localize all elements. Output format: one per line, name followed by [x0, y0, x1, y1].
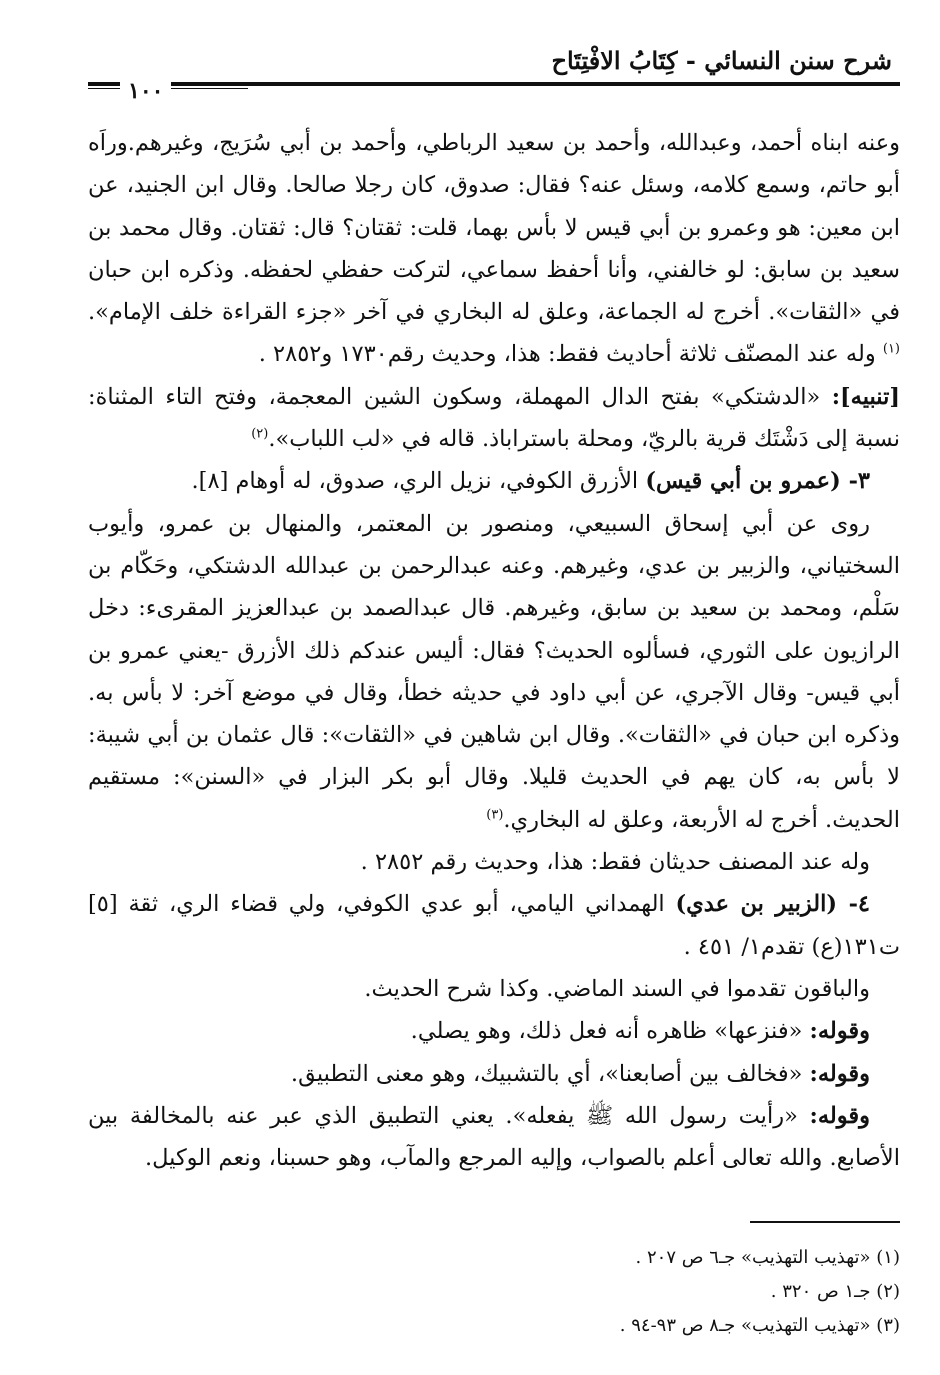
paragraph-text: «فخالف بين أصابعنا»، أي بالتشبيك، وهو معنى التطبيق. — [290, 1060, 810, 1087]
paragraph-narrators — [88, 122, 900, 376]
paragraph-hadith-count — [88, 841, 900, 883]
paragraph-commentary-3 — [88, 1095, 900, 1180]
narrator-name: (الزبير بن عدي) — [675, 891, 838, 918]
body-text — [88, 122, 900, 1179]
paragraph-narrator-3 — [88, 460, 900, 502]
paragraph-text: الهمداني اليامي، أبو عدي الكوفي، ولي قضاء الري، ثقة [٥] ت١٣١(ع) تقدم١/ ٤٥١ . — [88, 891, 900, 960]
footnote-1: (١) «تهذيب التهذيب» جـ٦ ص ٢٠٧ . — [635, 1247, 900, 1269]
paragraph-remaining — [88, 968, 900, 1010]
commentary-label: وقوله: — [809, 1018, 870, 1045]
paragraph-text: «رأيت رسول الله ﷺ يفعله». يعني التطبيق الذي عبر عنه بالمخالفة بين الأصابع. والله تعالى أعلم بالصواب، وإليه المرجع والمآب، وهو حسبنا، ونعم الوكيل. — [88, 1102, 900, 1172]
footnote-ref-3: (٣) — [486, 807, 504, 823]
paragraph-text: والباقون تقدموا في السند الماضي. وكذا شرح الحديث. — [364, 975, 870, 1002]
narrator-name: (عمرو بن أبي قيس) — [645, 468, 841, 495]
document-page — [88, 40, 900, 1343]
footnote-separator — [750, 1221, 900, 1223]
page-header — [88, 40, 900, 104]
paragraph-text-tail: وله عند المصنّف ثلاثة أحاديث فقط: هذا، وحديث رقم١٧٣٠ و٢٨٥٢ . — [258, 341, 883, 368]
running-title: شرح سنن النسائي - كِتَابُ الافْتِتَاح — [551, 46, 892, 75]
footnote-ref-2: (٢) — [251, 426, 269, 442]
footnote-3: (٣) «تهذيب التهذيب» جـ٨ ص ٩٣-٩٤ . — [619, 1315, 900, 1337]
entry-number: ٤- — [837, 891, 871, 918]
paragraph-text: روى عن أبي إسحاق السبيعي، ومنصور بن المعتمر، والمنهال بن عمرو، وأيوب السختياني، والزبير بن عدي، وغيرهم. وعنه عبدالرحمن بن عبدالله الدشتكي، وحَكّام بن سَلْم، ومحمد بن سعيد بن سابق، وغيرهم. قال عبدالصمد بن عبدالعزيز المقرىء: دخل الرازيون على الثوري، فسألوه الحديث؟ فقال: أليس عندكم ذلك الأزرق -يعني عمرو بن أبي قيس- وقال الآجري، عن أبي داود في حديثه خطأ، وقال في موضع آخر: لا بأس به. وذكره ابن حبان في «الثقات». وقال ابن شاهين في «الثقات»: قال عثمان بن أبي شيبة: لا بأس به، كان يهم في الحديث قليلا. وقال أبو بكر البزار في «السنن»: مستقيم الحديث. أخرج له الأربعة، وعلق له البخاري. — [88, 510, 900, 833]
paragraph-text: «الدشتكي» بفتح الدال المهملة، وسكون الشين المعجمة، وفتح التاء المثناة: نسبة إلى دَشْتَك قرية بالريّ، ومحلة باستراباذ. قاله في «لب اللباب». — [88, 383, 900, 453]
footnote-2: (٢) جـ١ ص ٣٢٠ . — [770, 1281, 900, 1303]
paragraph-narrator-4 — [88, 883, 900, 968]
note-label: [تنبيه]: — [831, 383, 900, 410]
paragraph-commentary-2 — [88, 1053, 900, 1095]
paragraph-text: «فنزعها» ظاهره أنه فعل ذلك، وهو يصلي. — [410, 1018, 810, 1045]
footnote-ref-1: (١) — [882, 341, 900, 357]
entry-number: ٣- — [840, 468, 870, 495]
paragraph-note — [88, 376, 900, 461]
commentary-label: وقوله: — [809, 1060, 870, 1087]
paragraph-text: وله عند المصنف حديثان فقط: هذا، وحديث رقم ٢٨٥٢ . — [360, 849, 870, 876]
commentary-label: وقوله: — [809, 1102, 870, 1129]
paragraph-text: وعنه ابناه أحمد، وعبدالله، وأحمد بن سعيد الرباطي، وأحمد بن أبي سُرَيج، وغيرهم.وراَه أبو حاتم، وسمع كلامه، وسئل عنه؟ فقال: صدوق، كان رجلا صالحا. وقال ابن الجنيد، عن ابن معين: هو وعمرو بن أبي قيس لا بأس بهما، قلت: ثقتان؟ قال: ثقتان. وقال محمد بن سعيد بن سابق: لو خالفني، وأنا أحفظ سماعي، لتركت حفظي لحفظه. وذكره ابن حبان في «الثقات». أخرج له الجماعة، وعلق له البخاري في آخر «جزء القراءة خلف الإمام». — [88, 130, 900, 326]
paragraph-commentary-1 — [88, 1010, 900, 1052]
page-number: ١٠٠ — [120, 78, 171, 104]
paragraph-text: الأزرق الكوفي، نزيل الري، صدوق، له أوهام [٨]. — [191, 468, 646, 495]
paragraph-narrator-3-details — [88, 503, 900, 841]
header-rule-thick — [88, 82, 900, 86]
footnotes — [88, 1241, 900, 1343]
